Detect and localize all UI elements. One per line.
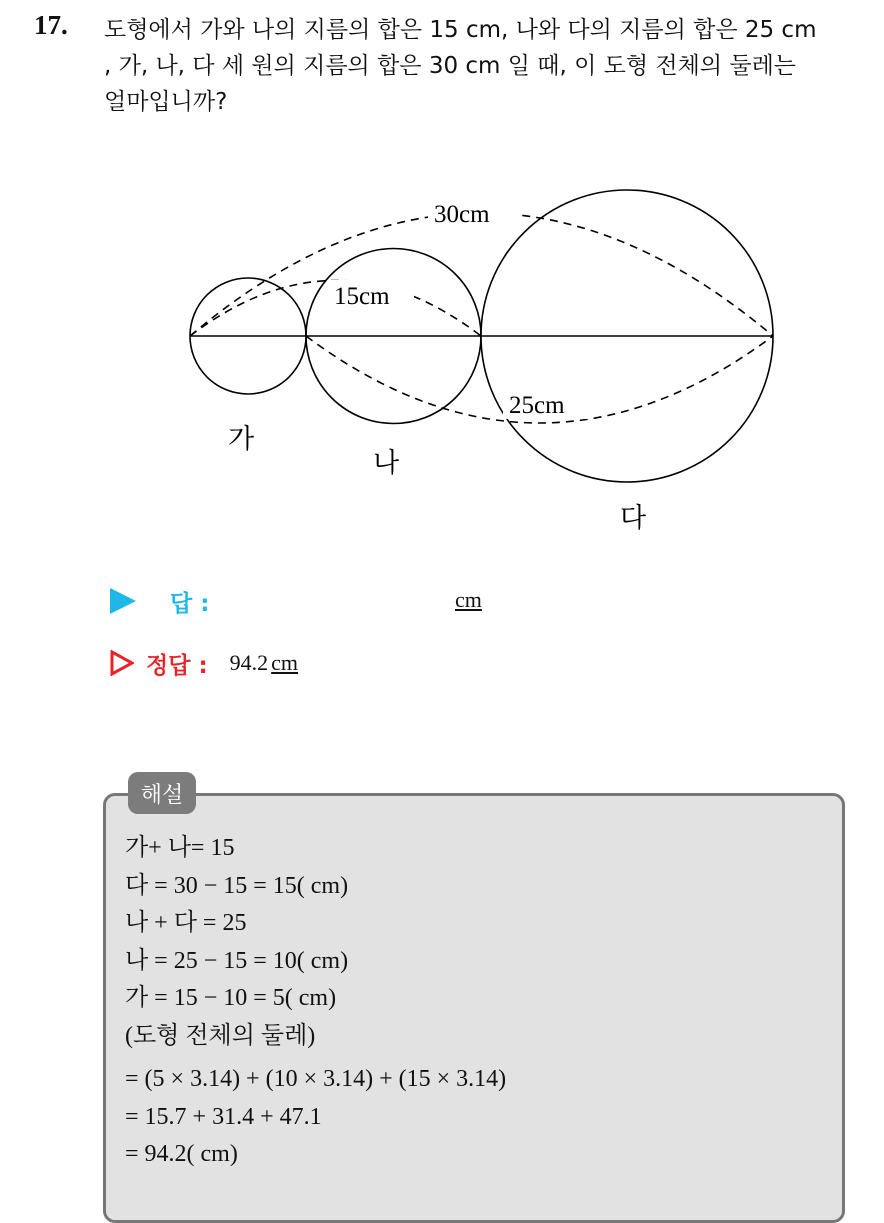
question-line: , 가, 나, 다 세 원의 지름의 합은 30 cm 일 때, 이 도형 전체의 둘레는 — [104, 53, 797, 79]
label-15cm: 15cm — [334, 283, 390, 310]
circles-figure — [0, 0, 884, 560]
solution-lines — [125, 830, 506, 1174]
question-number: 17. — [34, 10, 68, 40]
solution-line: 나 + 다 = 25 — [125, 910, 247, 936]
question-line: 도형에서 가와 나의 지름의 합은 15 cm, 나와 다의 지름의 합은 25 cm — [104, 17, 817, 43]
correct-answer-row — [110, 646, 298, 680]
solution-line: 나 = 25 − 15 = 10( cm) — [125, 947, 349, 974]
answer-row — [110, 584, 209, 618]
correct-value-group — [230, 650, 298, 676]
question-line: 얼마입니까? — [104, 89, 228, 115]
label-na: 나 — [373, 448, 400, 479]
play-triangle-icon — [110, 588, 136, 614]
correct-label: 정답 : — [146, 652, 208, 679]
answer-unit: cm — [455, 587, 482, 612]
label-30cm: 30cm — [434, 201, 490, 228]
solution-line: 가 = 15 − 10 = 5( cm) — [125, 985, 337, 1011]
outline-triangle-icon — [110, 650, 134, 676]
solution-line: (도형 전체의 둘레) — [125, 1022, 316, 1049]
answer-label: 답 : — [170, 590, 210, 617]
solution-tab: 해설 — [128, 772, 196, 814]
label-da: 다 — [620, 503, 647, 534]
solution-line: 다 = 30 − 15 = 15( cm) — [125, 872, 349, 899]
label-25cm: 25cm — [509, 392, 565, 419]
solution-line: = (5 × 3.14) + (10 × 3.14) + (15 × 3.14) — [125, 1066, 507, 1092]
solution-line: 가+ 나= 15 — [125, 835, 235, 861]
correct-unit: cm — [271, 650, 299, 675]
solution-line: = 94.2( cm) — [125, 1141, 238, 1167]
label-ga: 가 — [228, 424, 255, 455]
correct-value: 94.2 — [229, 650, 269, 675]
solution-line: = 15.7 + 31.4 + 47.1 — [125, 1103, 322, 1130]
